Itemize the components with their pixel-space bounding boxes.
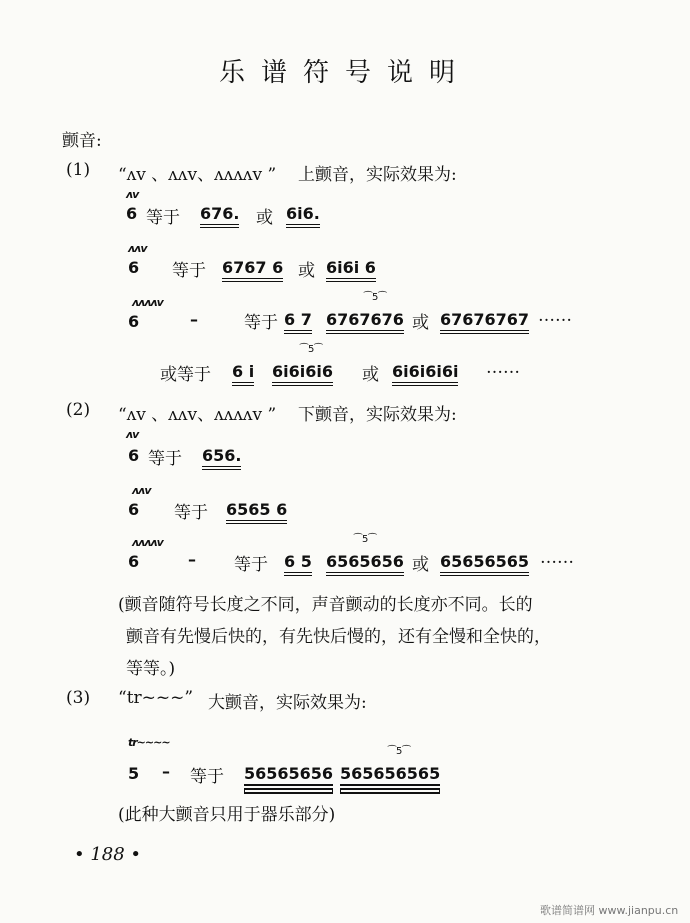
ellipsis: ……	[540, 548, 574, 568]
ellipsis: ……	[486, 358, 520, 378]
ornament-mark: ʌʌʌʌv	[132, 296, 163, 309]
item-3-note: (此种大颤音只用于器乐部分)	[118, 805, 336, 825]
ornament-mark: ʌv	[126, 188, 139, 201]
notation-value: 676.	[200, 204, 239, 228]
tuplet-marker: ⁀5⁀	[300, 344, 323, 355]
base-note: 6	[128, 500, 140, 519]
notation-a1	[232, 362, 254, 381]
base-note: 6	[128, 312, 140, 331]
tuplet-marker: ⁀5⁀	[364, 292, 387, 303]
notation-a	[202, 446, 241, 465]
or-label: 或	[362, 365, 379, 385]
sustain-dash: –	[188, 550, 196, 569]
item-1-description: 上颤音，实际效果为:	[298, 165, 457, 185]
page-number-value: 188	[90, 844, 125, 865]
notation-value: 6565656	[326, 552, 404, 576]
item-2-description: 下颤音，实际效果为:	[298, 405, 457, 425]
notation-a2	[326, 552, 404, 571]
notation-value: 6i6i 6	[326, 258, 376, 282]
equals-label: 等于	[234, 555, 268, 575]
ornament-mark: ʌʌv	[128, 242, 147, 255]
notation-b	[440, 552, 529, 571]
notation-value: 6767676	[326, 310, 404, 334]
or-label: 或	[412, 313, 429, 333]
equals-label: 等于	[244, 313, 278, 333]
item-2-ornaments: “ʌv 、ʌʌv、ʌʌʌʌv ”	[118, 405, 277, 425]
notation-b	[392, 362, 458, 381]
equals-label: 等于	[190, 767, 224, 787]
notation-a1	[284, 552, 312, 571]
notation-value: 656.	[202, 446, 241, 470]
sustain-dash: –	[162, 762, 170, 781]
notation-a	[200, 204, 239, 223]
notation-value: 565656565	[340, 764, 440, 790]
tuplet-marker: ⁀5⁀	[354, 534, 377, 545]
notation-value: 6i6i6i6	[272, 362, 333, 386]
sustain-dash: –	[190, 310, 198, 329]
watermark: 歌谱简谱网 www.jianpu.cn	[540, 904, 679, 917]
notation-value: 6565 6	[226, 500, 287, 524]
item-1-ornaments: “ʌv 、ʌʌv、ʌʌʌʌv ”	[118, 165, 277, 185]
item-3-number: (3)	[66, 688, 91, 708]
notation-a	[244, 764, 333, 783]
notation-value: 6i6.	[286, 204, 320, 228]
item-2-number: (2)	[66, 400, 91, 420]
equals-label: 等于	[174, 503, 208, 523]
notation-a2	[272, 362, 333, 381]
page-number: • 188 •	[74, 844, 142, 865]
notation-value: 56565656	[244, 764, 333, 790]
notation-value: 6 i	[232, 362, 254, 386]
notation-a1	[284, 310, 312, 329]
base-note: 6	[126, 204, 138, 223]
item-1-number: (1)	[66, 160, 91, 180]
ornament-mark: ʌʌʌʌv	[132, 536, 163, 549]
notation-value: 67676767	[440, 310, 529, 334]
notation-value: 65656565	[440, 552, 529, 576]
ornament-mark: ʌʌv	[132, 484, 151, 497]
notation-value: 6 5	[284, 552, 312, 576]
notation-a	[226, 500, 287, 519]
ornament-mark: ʌv	[126, 428, 139, 441]
notation-a2	[326, 310, 404, 329]
notation-a	[222, 258, 283, 277]
item-3-description: 大颤音，实际效果为:	[208, 693, 367, 713]
tuplet-marker: ⁀5⁀	[388, 746, 411, 757]
or-label: 或	[256, 208, 273, 228]
item-2-note-line-2: 颤音有先慢后快的，有先快后慢的，还有全慢和全快的，	[126, 627, 551, 647]
item-3-ornaments: “tr~~~”	[118, 688, 194, 708]
or-label: 或	[412, 555, 429, 575]
equals-label: 等于	[148, 449, 182, 469]
ellipsis: ……	[538, 306, 572, 326]
equals-label: 等于	[146, 208, 180, 228]
notation-value: 6 7	[284, 310, 312, 334]
trill-mark: tr~~~~	[128, 736, 170, 749]
equals-label: 等于	[172, 261, 206, 281]
base-note: 5	[128, 764, 140, 783]
notation-value: 6767 6	[222, 258, 283, 282]
notation-value: 6i6i6i6i	[392, 362, 458, 386]
section-heading: 颤音:	[62, 131, 102, 151]
base-note: 6	[128, 446, 140, 465]
notation-b	[440, 310, 529, 329]
notation-b	[340, 764, 440, 783]
item-2-note-line-1: (颤音随符号长度之不同，声音颤动的长度亦不同。长的	[118, 595, 533, 615]
base-note: 6	[128, 552, 140, 571]
item-2-note-line-3: 等等。)	[126, 659, 176, 679]
notation-b	[326, 258, 376, 277]
base-note: 6	[128, 258, 140, 277]
or-label: 或	[298, 261, 315, 281]
page-title: 乐谱符号说明	[218, 58, 471, 88]
alt-equals-label: 或等于	[160, 365, 211, 385]
notation-b	[286, 204, 320, 223]
